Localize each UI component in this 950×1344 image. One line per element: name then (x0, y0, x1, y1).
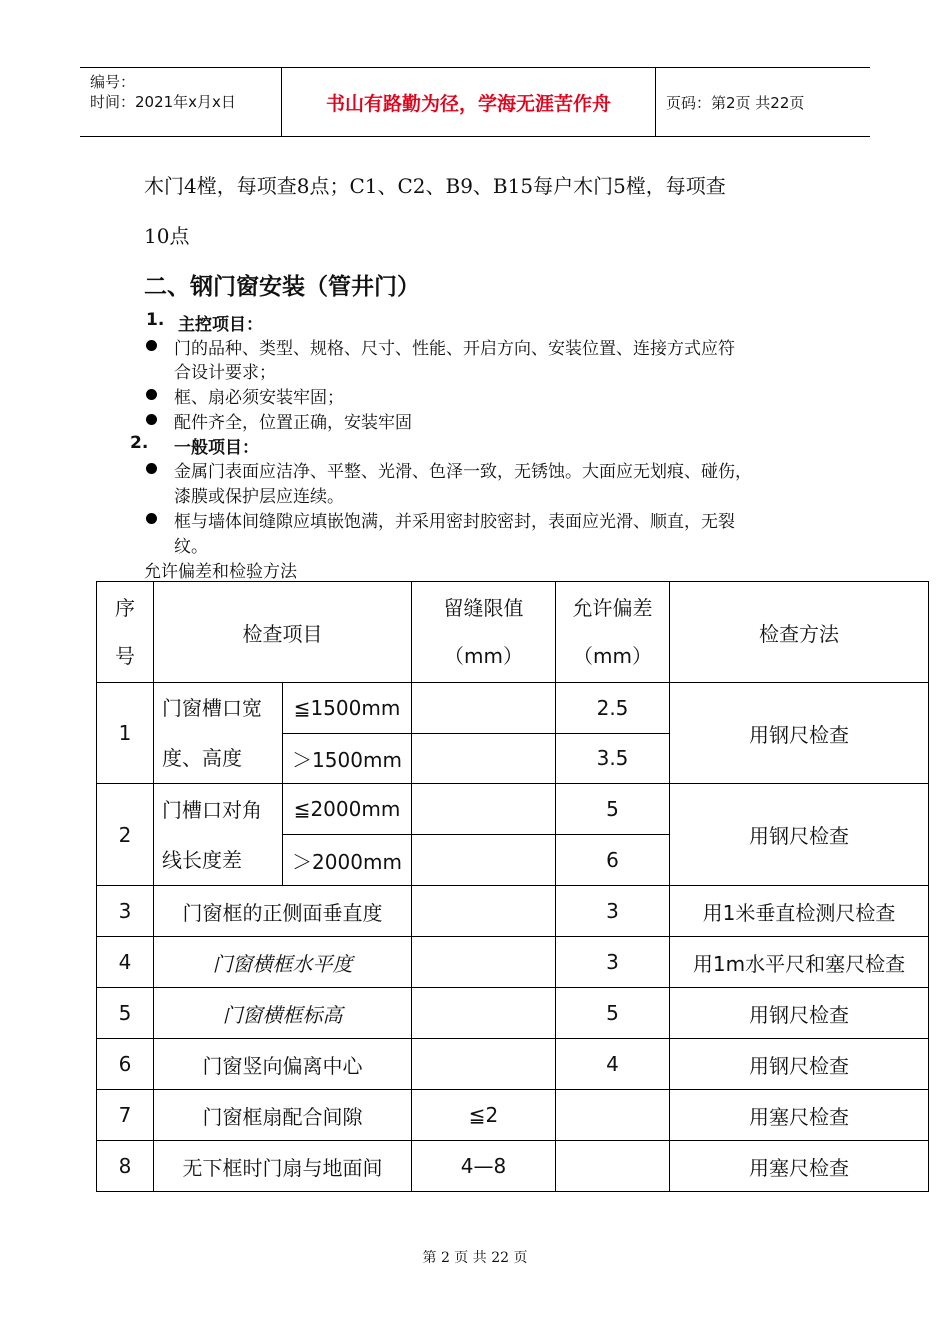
general-bullet-1-cont: 漆膜或保护层应连续。 (174, 487, 344, 507)
main-bullet-1: 门的品种、类型、规格、尺寸、性能、开启方向、安装位置、连接方式应符 (174, 339, 735, 359)
row-dev: 4 (556, 1039, 670, 1090)
row-gap: ≦2 (412, 1090, 556, 1141)
row2-gap2 (412, 835, 556, 886)
row2-dev1: 5 (556, 784, 670, 835)
page-footer: 第 2 页 共 22 页 (422, 1250, 528, 1266)
row-dev (556, 1090, 670, 1141)
row1-gap1 (412, 683, 556, 734)
row-item: 门窗竖向偏离中心 (154, 1039, 412, 1090)
header-gap (412, 582, 556, 683)
row-item: 无下框时门扇与地面间 (154, 1141, 412, 1192)
bullet-icon (146, 389, 157, 400)
row-item: 门窗横框水平度 (154, 937, 412, 988)
header-item: 检查项目 (154, 582, 412, 683)
row2-sub1: ≦2000mm (283, 784, 412, 835)
header-seq-top: 序 (115, 596, 135, 620)
header-seq-bottom: 号 (115, 644, 135, 668)
table-row (97, 784, 929, 835)
table-header-row (97, 582, 929, 683)
bullet-icon (146, 414, 157, 425)
bullet-icon (146, 513, 157, 524)
main-bullet-3: 配件齐全，位置正确，安装牢固 (174, 413, 412, 433)
row2-dev2: 6 (556, 835, 670, 886)
general-items-title: 一般项目： (174, 438, 259, 458)
body-line-1: 木门4樘，每项查8点；C1、C2、B9、B15每户木门5樘，每项查 (144, 174, 726, 198)
row-gap: 4—8 (412, 1141, 556, 1192)
main-items-title: 主控项目： (178, 315, 263, 335)
row-gap (412, 886, 556, 937)
row2-seq: 2 (97, 784, 154, 886)
row-method: 用塞尺检查 (670, 1141, 929, 1192)
header-meta (80, 68, 282, 136)
header-dev-bottom: （mm） (573, 644, 652, 668)
row-seq: 5 (97, 988, 154, 1039)
row-dev: 3 (556, 937, 670, 988)
row-item: 门窗框的正侧面垂直度 (154, 886, 412, 937)
tolerance-table (96, 581, 929, 1192)
general-items-number: 2. (130, 433, 149, 453)
row1-sub2: ＞1500mm (283, 733, 412, 784)
page-header (80, 67, 870, 137)
row1-item-b: 度、高度 (162, 746, 242, 770)
main-bullet-1-cont: 合设计要求； (174, 363, 276, 383)
table-row (97, 886, 929, 937)
main-bullet-2: 框、扇必须安装牢固； (174, 388, 344, 408)
header-page-info: 页码：第2页 共22页 (666, 93, 805, 112)
row-gap (412, 937, 556, 988)
row1-gap2 (412, 733, 556, 784)
row-method: 用钢尺检查 (670, 1039, 929, 1090)
header-dev (556, 582, 670, 683)
row-seq: 7 (97, 1090, 154, 1141)
general-bullet-1: 金属门表面应洁净、平整、光滑、色泽一致，无锈蚀。大面应无划痕、碰伤， (174, 462, 752, 482)
header-gap-top: 留缝限值 (443, 596, 524, 620)
row-dev: 3 (556, 886, 670, 937)
row2-sub2: ＞2000mm (283, 835, 412, 886)
row2-method: 用钢尺检查 (670, 784, 929, 886)
row1-seq: 1 (97, 683, 154, 784)
row2-item-a: 门槽口对角 (162, 797, 262, 822)
row-item: 门窗横框标高 (154, 988, 412, 1039)
header-motto: 书山有路勤为径，学海无涯苦作舟 (282, 68, 656, 136)
table-row (97, 683, 929, 734)
row-method: 用钢尺检查 (670, 988, 929, 1039)
row1-item-a: 门窗槽口宽 (162, 696, 262, 720)
row1-dev1: 2.5 (556, 683, 670, 734)
row-method: 用塞尺检查 (670, 1090, 929, 1141)
header-dev-top: 允许偏差 (572, 596, 653, 620)
row-gap (412, 1039, 556, 1090)
header-time-label: 时间：2021年x月x日 (90, 93, 236, 111)
row-item: 门窗框扇配合间隙 (154, 1090, 412, 1141)
table-row (97, 1141, 929, 1192)
row-dev: 5 (556, 988, 670, 1039)
header-gap-bottom: （mm） (444, 644, 523, 668)
body-line-2: 10点 (144, 224, 190, 248)
row-gap (412, 988, 556, 1039)
general-bullet-2: 框与墙体间缝隙应填嵌饱满，并采用密封胶密封，表面应光滑、顺直，无裂 (174, 512, 735, 532)
row2-item (154, 784, 283, 886)
header-number-label: 编号： (90, 73, 136, 91)
header-method: 检查方法 (670, 582, 929, 683)
row-seq: 8 (97, 1141, 154, 1192)
bullet-icon (146, 463, 157, 474)
main-items-number: 1. (146, 310, 165, 330)
row1-method: 用钢尺检查 (670, 683, 929, 784)
row-method: 用1m水平尺和塞尺检查 (670, 937, 929, 988)
table-row (97, 988, 929, 1039)
row-method: 用1米垂直检测尺检查 (670, 886, 929, 937)
bullet-icon (146, 340, 157, 351)
row2-item-b: 线长度差 (162, 847, 242, 872)
row1-sub1: ≦1500mm (283, 683, 412, 734)
row-seq: 3 (97, 886, 154, 937)
header-seq (97, 582, 154, 683)
general-bullet-2-cont: 纹。 (174, 537, 208, 557)
row-seq: 6 (97, 1039, 154, 1090)
table-row (97, 1090, 929, 1141)
table-caption: 允许偏差和检验方法 (144, 562, 297, 582)
section-title: 二、钢门窗安装（管井门） (144, 274, 420, 300)
table-row (97, 1039, 929, 1090)
row1-dev2: 3.5 (556, 733, 670, 784)
row-seq: 4 (97, 937, 154, 988)
row2-gap1 (412, 784, 556, 835)
table-row (97, 937, 929, 988)
row-dev (556, 1141, 670, 1192)
row1-item (154, 683, 283, 784)
